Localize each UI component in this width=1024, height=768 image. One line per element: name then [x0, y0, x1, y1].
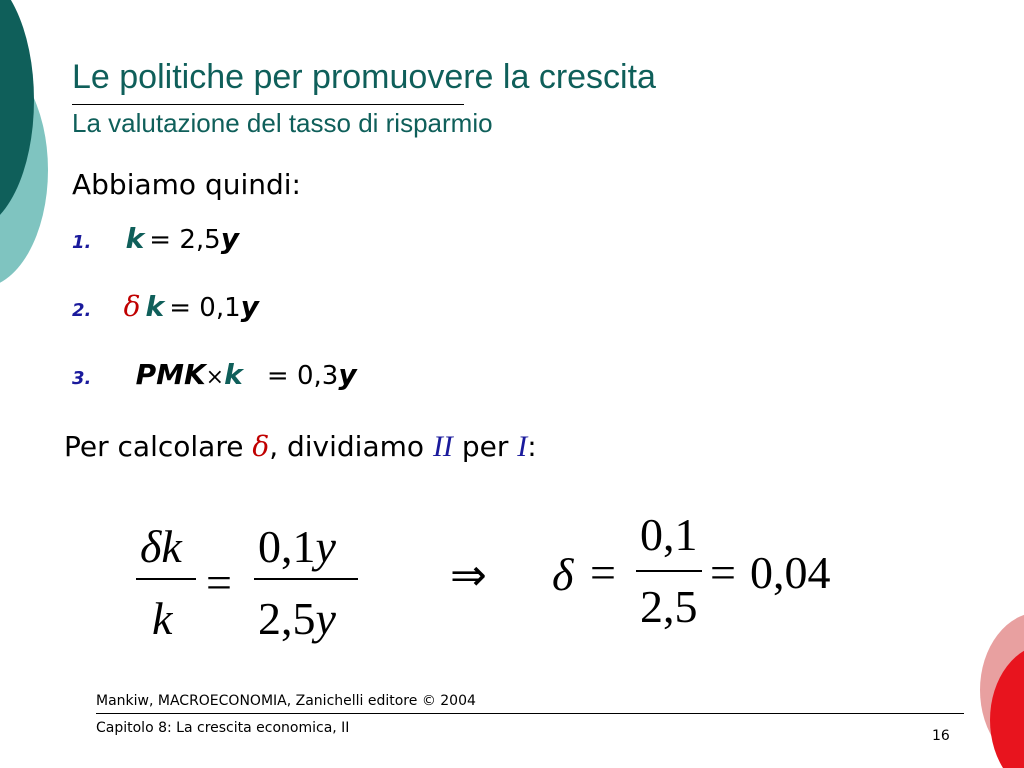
title-divider [72, 104, 464, 105]
var-k: k [125, 222, 145, 255]
footer-source: Mankiw, MACROECONOMIA, Zanichelli editore © 2004 [96, 693, 476, 709]
formula-mid-numerator [258, 520, 336, 573]
equation-value: = 2,5 [149, 225, 221, 255]
equation-value: = 0,1 [169, 293, 241, 323]
var-k: k [145, 290, 165, 323]
denominator-value: 2,5 [258, 593, 316, 644]
calc-middle: , dividiamo [269, 430, 433, 463]
decoration-right-circles [970, 600, 1024, 768]
calc-per: per [452, 430, 518, 463]
var-k: k [224, 358, 243, 391]
page-number: 16 [932, 728, 950, 744]
equals-sign: = [206, 557, 232, 608]
numerator-value: 0,1 [258, 521, 316, 572]
list-number: 2. [72, 300, 92, 321]
footer-chapter: Capitolo 8: La crescita economica, II [96, 720, 350, 736]
list-item [72, 222, 239, 255]
footer-divider [96, 713, 964, 714]
list-number: 1. [72, 232, 92, 253]
var-y: y [220, 222, 239, 255]
intro-text: Abbiamo quindi: [72, 168, 301, 201]
equation-ref-i: I [517, 430, 528, 463]
formula-delta: δ [552, 549, 574, 600]
pmk-label: PMK [135, 358, 206, 391]
list-item [72, 290, 259, 323]
calc-prefix: Per calcolare [64, 430, 253, 463]
delta-symbol: δ [123, 290, 141, 323]
equation-ref-ii: II [432, 430, 453, 463]
calc-suffix: : [527, 430, 537, 463]
implies-icon: ⇒ [450, 550, 487, 601]
list-number: 3. [72, 368, 92, 389]
var-y: y [240, 290, 259, 323]
fraction-bar [254, 578, 358, 580]
decoration-left-circles [0, 0, 60, 300]
list-item [72, 358, 357, 391]
formula-left-denominator: k [152, 593, 173, 644]
equals-sign: = [710, 547, 736, 598]
formula-right-denominator: 2,5 [640, 581, 698, 632]
formula-right-numerator: 0,1 [640, 509, 698, 560]
var-y: y [315, 593, 336, 644]
equals-sign: = [590, 547, 616, 598]
calc-instruction [64, 430, 537, 464]
formula-left-numerator: δk [140, 521, 182, 572]
times-symbol: × [205, 365, 225, 390]
fraction-bar [136, 578, 196, 580]
fraction-bar [636, 570, 702, 572]
var-y: y [338, 358, 357, 391]
formula-mid-denominator [258, 592, 336, 645]
formula-result: 0,04 [750, 547, 831, 598]
var-y: y [315, 521, 336, 572]
page-subtitle: La valutazione del tasso di risparmio [72, 108, 493, 138]
page-title: Le politiche per promuovere la crescita [72, 58, 656, 96]
delta-symbol: δ [252, 430, 270, 463]
equation-value: = 0,3 [266, 361, 339, 391]
